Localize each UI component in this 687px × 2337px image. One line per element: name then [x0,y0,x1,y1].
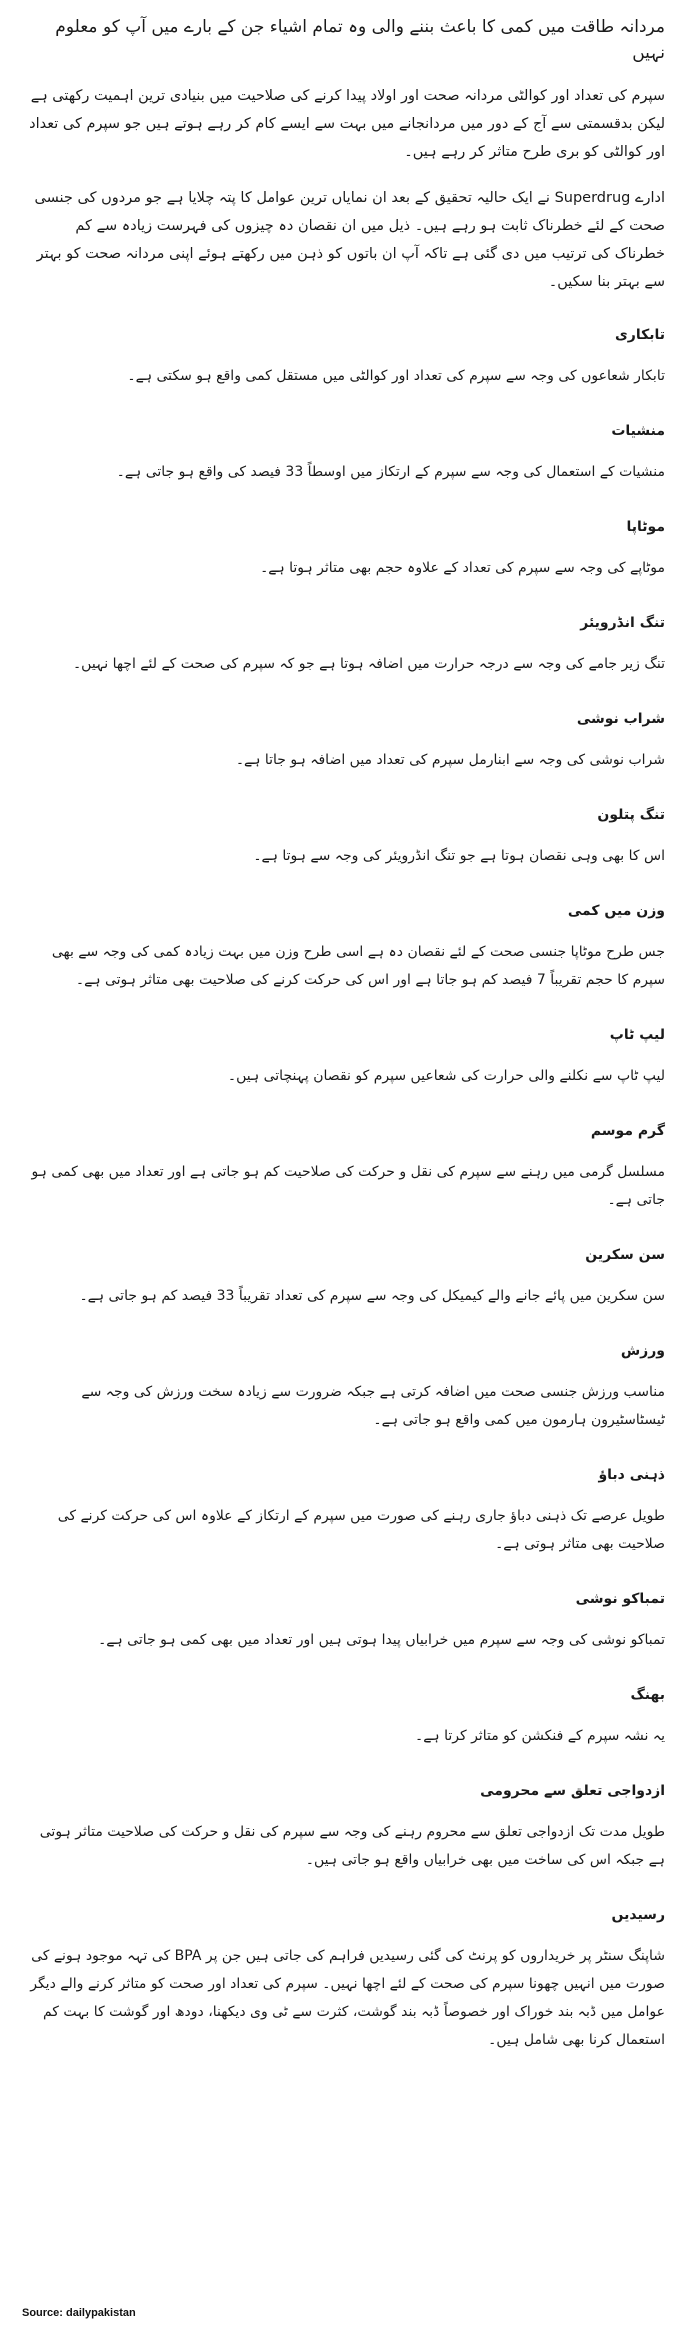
section-text: طویل عرصے تک ذہنی دباؤ جاری رہنے کی صورت میں سپرم کے ارتکاز کے علاوہ اس کی حرکت کرنے کی صلاحیت بھی متاثر ہوتی ہے۔ [57,1508,665,1552]
section-alcohol [22,708,665,774]
section-text: سن سکرین میں پائے جانے والے کیمیکل کی وجہ سے سپرم کی تعداد تقریباً 33 فیصد کم ہو جاتی ہے۔ [79,1288,665,1304]
section-text: مسلسل گرمی میں رہنے سے سپرم کی نقل و حرکت کی صلاحیت کم ہو جاتی ہے اور تعداد میں بھی کمی ہو جاتی ہے۔ [31,1164,665,1208]
section-text: تنگ زیر جامے کی وجہ سے درجہ حرارت میں اضافہ ہوتا ہے جو کہ سپرم کی صحت کے لئے اچھا نہیں۔ [72,656,665,672]
section-text: تمباکو نوشی کی وجہ سے سپرم میں خرابیاں پیدا ہوتی ہیں اور تعداد میں بھی کمی ہو جاتی ہے۔ [98,1632,665,1648]
section-text: منشیات کے استعمال کی وجہ سے سپرم کے ارتکاز میں اوسطاً 33 فیصد کی واقع ہو جاتی ہے۔ [116,464,665,480]
section-heading: وزن میں کمی [567,903,665,919]
section-text: لیپ ٹاپ سے نکلنے والی حرارت کی شعاعیں سپرم کو نقصان پہنچاتی ہیں۔ [227,1068,665,1084]
section-heading: رسیدیں [611,1907,665,1923]
section-heading: لیپ ٹاپ [609,1027,665,1043]
section-cannabis [22,1684,665,1750]
section-laptop [22,1024,665,1090]
section-heading: گرم موسم [590,1123,665,1139]
section-sunscreen [22,1244,665,1310]
section-heading: ورزش [620,1343,665,1359]
section-text: شراب نوشی کی وجہ سے ابنارمل سپرم کی تعداد میں اضافہ ہو جاتا ہے۔ [235,752,665,768]
section-heading: تابکاری [614,327,665,343]
section-radiation [22,324,665,390]
section-heading: ازدواجی تعلق سے محرومی [480,1783,665,1799]
section-exercise [22,1340,665,1434]
source-credit: Source: dailypakistan [22,2307,136,2319]
section-receipts [22,1904,665,2054]
section-tight-trousers [22,804,665,870]
section-heading: ذہنی دباؤ [598,1467,665,1483]
section-hot-weather [22,1120,665,1214]
section-heading: تنگ پتلون [597,807,665,823]
section-tight-underwear [22,612,665,678]
intro-paragraph: سپرم کی تعداد اور کوالٹی مردانہ صحت اور اولاد پیدا کرنے کی صلاحیت میں بنیادی ترین اہمیت رکھتی ہے لیکن بدقسمتی سے آج کے دور میں مردانجانے میں بہت سے ایسے کام کر رہے ہوتے ہیں جو سپرم کی تعداد اور کوالٹی کو بری طرح متاثر کر رہے ہیں۔ [29,88,665,160]
section-heading: تنگ انڈرویئر [580,615,665,631]
section-heading: موٹاپا [626,519,665,535]
section-heading: بھنگ [630,1687,665,1703]
section-text: مناسب ورزش جنسی صحت میں اضافہ کرتی ہے جبکہ ضرورت سے زیادہ سخت ورزش کی وجہ سے ٹیسٹاسٹیرون ہارمون میں کمی واقع ہو جاتی ہے۔ [81,1384,665,1428]
section-smoking [22,1588,665,1654]
section-text: موٹاپے کی وجہ سے سپرم کی تعداد کے علاوہ حجم بھی متاثر ہوتا ہے۔ [260,560,665,576]
section-heading: تمباکو نوشی [575,1591,665,1607]
section-heading: سن سکرین [585,1247,665,1263]
section-list [22,324,665,2054]
section-text: تابکار شعاعوں کی وجہ سے سپرم کی تعداد اور کوالٹی میں مستقل کمی واقع ہو سکتی ہے۔ [127,368,665,384]
section-stress [22,1464,665,1558]
section-text: یہ نشہ سپرم کے فنکشن کو متاثر کرتا ہے۔ [415,1728,665,1744]
section-text: طویل مدت تک ازدواجی تعلق سے محروم رہنے کی وجہ سے سپرم کی نقل و حرکت کی صلاحیت متاثر ہوتی ہے جبکہ اس کی ساخت میں بھی خرابیاں واقع ہو جاتی ہیں۔ [39,1824,665,1868]
section-text: اس کا بھی وہی نقصان ہوتا ہے جو تنگ انڈرویئر کی وجہ سے ہوتا ہے۔ [253,848,665,864]
section-heading: شراب نوشی [576,711,665,727]
section-heading: منشیات [611,423,665,439]
section-obesity [22,516,665,582]
section-text: شاپنگ سنٹر پر خریداروں کو پرنٹ کی گئی رسیدیں فراہم کی جاتی ہیں جن پر BPA کی تہہ موجود ہونے کی صورت میں انہیں چھونا سپرم کی صحت کے لئے اچھا نہیں۔ سپرم کی تعداد اور صحت کو متاثر کرنے والے دیگر عوامل میں ڈبہ بند خوراک اور خصوصاً ڈبہ بند گوشت، کثرت سے ٹی وی دیکھنا، دودھ اور گوشت کا بہت کم استعمال کرنا بھی شامل ہیں۔ [30,1948,665,2048]
article-title: مردانہ طاقت میں کمی کا باعث بننے والی وہ تمام اشیاء جن کے بارے میں آپ کو معلوم نہیں [55,17,665,63]
section-drugs [22,420,665,486]
intro-paragraph: ادارے Superdrug نے ایک حالیہ تحقیق کے بعد ان نمایاں ترین عوامل کا پتہ چلایا ہے جو مردوں کی جنسی صحت کے لئے خطرناک ثابت ہو رہے ہیں۔ ذیل میں ان نقصان دہ چیزوں کی فہرست زیادہ سے کم خطرناک کی ترتیب میں دی گئی ہے تاکہ آپ ان باتوں کو ذہن میں رکھتے ہوئے اپنی مردانہ صحت کو بہتر سے بہتر بنا سکیں۔ [34,190,665,290]
section-abstinence [22,1780,665,1874]
section-weight-loss [22,900,665,994]
section-text: جس طرح موٹاپا جنسی صحت کے لئے نقصان دہ ہے اسی طرح وزن میں بہت زیادہ کمی کی وجہ سے بھی سپرم کا حجم تقریباً 7 فیصد کم ہو جاتا ہے اور اس کی حرکت کرنے کی صلاحیت بھی متاثر ہوتی ہے۔ [51,944,665,988]
